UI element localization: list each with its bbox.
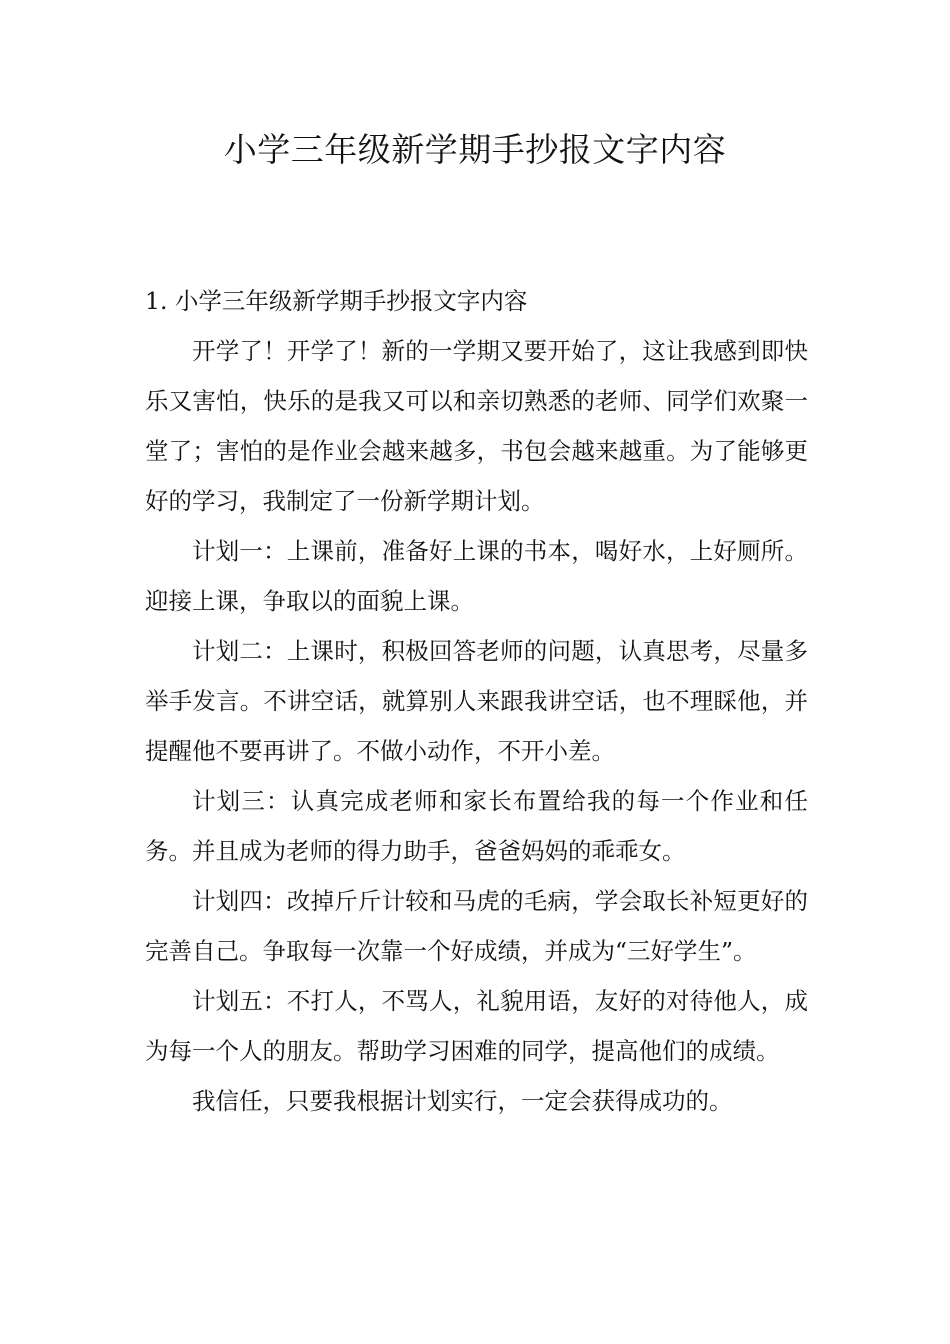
section-heading: 1. 小学三年级新学期手抄报文字内容	[145, 287, 528, 315]
paragraph-plan-2: 计划二：上课时，积极回答老师的问题，认真思考，尽量多举手发言。不讲空话，就算别人来跟我讲空话，也不理睬他，并提醒他不要再讲了。不做小动作，不开小差。	[145, 637, 808, 765]
paragraph-plan-1: 计划一：上课前，准备好上课的书本，喝好水，上好厕所。迎接上课，争取以的面貌上课。	[145, 537, 808, 615]
paragraph-plan-3: 计划三：认真完成老师和家长布置给我的每一个作业和任务。并且成为老师的得力助手，爸爸妈妈的乖乖女。	[145, 787, 808, 865]
paragraph-conclusion: 我信任，只要我根据计划实行，一定会获得成功的。	[192, 1087, 733, 1115]
document-body	[145, 276, 808, 1126]
document-title: 小学三年级新学期手抄报文字内容	[223, 130, 727, 169]
paragraph-plan-5: 计划五：不打人，不骂人，礼貌用语，友好的对待他人，成为每一个人的朋友。帮助学习困难的同学，提高他们的成绩。	[145, 987, 808, 1065]
paragraph-intro: 开学了！开学了！新的一学期又要开始了，这让我感到即快乐又害怕，快乐的是我又可以和亲切熟悉的老师、同学们欢聚一堂了；害怕的是作业会越来越多，书包会越来越重。为了能够更好的学习，我制定了一份新学期计划。	[145, 337, 808, 515]
paragraph-plan-4: 计划四：改掉斤斤计较和马虎的毛病，学会取长补短更好的完善自己。争取每一次靠一个好成绩，并成为“三好学生”。	[145, 887, 808, 965]
